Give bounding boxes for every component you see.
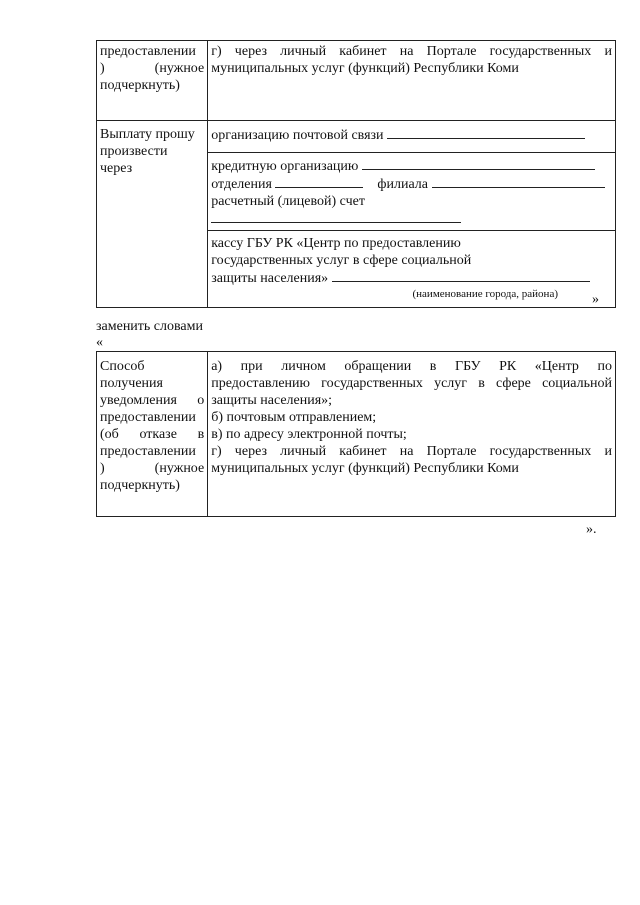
replace-instruction: заменить словами [96, 319, 203, 334]
fill-line[interactable] [332, 269, 590, 282]
text-line: отделения [211, 177, 272, 192]
table-row [97, 41, 616, 121]
text-line: защиты населения» [211, 271, 329, 286]
text-line: б) почтовым отправлением; [211, 410, 377, 425]
left-cell [97, 352, 208, 517]
text-line: расчетный (лицевой) счет [211, 194, 365, 209]
text-line: предоставлении [100, 44, 196, 59]
option-cash-desk [208, 231, 616, 308]
text-line: в) по адресу электронной почты; [211, 427, 407, 442]
text-line: ) [100, 61, 105, 76]
closing-quote: » [592, 292, 599, 307]
text-line: подчеркнуть) [100, 478, 180, 493]
text-line: кассу ГБУ РК «Центр по предоставлению [211, 236, 461, 251]
caption-note: (наименование города, района) [412, 288, 558, 300]
text-line: г) через личный кабинет на Портале государственных и [211, 44, 612, 59]
text-line: (нужное [154, 61, 205, 76]
text-line: уведомления о [100, 393, 205, 408]
option-post-office [208, 121, 616, 153]
left-cell [97, 41, 208, 121]
opening-quote: « [96, 335, 103, 350]
text-line: (об отказе в [100, 427, 205, 442]
text-line: предоставлении [100, 410, 196, 425]
text-line: ) [100, 461, 105, 476]
text-line: муниципальных услуг (функций) Республики Коми [211, 61, 519, 76]
text-line: муниципальных услуг (функций) Республики Коми [211, 461, 519, 476]
text-line: произвести [100, 144, 168, 159]
right-cell [208, 352, 616, 517]
fill-line[interactable] [432, 175, 605, 188]
text-line: а) при личном обращении в ГБУ РК «Центр по [211, 359, 612, 374]
table-payment-options [96, 40, 616, 308]
text-line: защиты населения»; [211, 393, 333, 408]
text-line: через [100, 161, 133, 176]
right-cell [208, 41, 616, 121]
text-line: организацию почтовой связи [211, 128, 384, 143]
table-row [97, 121, 616, 153]
fill-line[interactable] [275, 175, 363, 188]
left-cell [97, 121, 208, 308]
table-row [97, 352, 616, 517]
text-line: государственных услуг в сфере социальной [211, 253, 472, 268]
fill-line[interactable] [211, 210, 461, 223]
text-line: филиала [377, 177, 429, 192]
text-line: (нужное [154, 461, 205, 476]
text-line: получения [100, 376, 163, 391]
text-line: г) через личный кабинет на Портале государственных и [211, 444, 612, 459]
text-line: предоставлении [100, 444, 196, 459]
fill-line[interactable] [387, 126, 585, 139]
fill-line[interactable] [362, 157, 595, 170]
text-line: кредитную организацию [211, 159, 359, 174]
text-line: подчеркнуть) [100, 78, 180, 93]
text-line: предоставлению государственных услуг в сфере социальной [211, 376, 612, 391]
text-line: Выплату прошу [100, 127, 195, 142]
text-line: Способ [100, 359, 145, 374]
closing-quote-period: ». [586, 522, 597, 537]
option-credit-org [208, 153, 616, 231]
table-notification-method [96, 351, 616, 517]
